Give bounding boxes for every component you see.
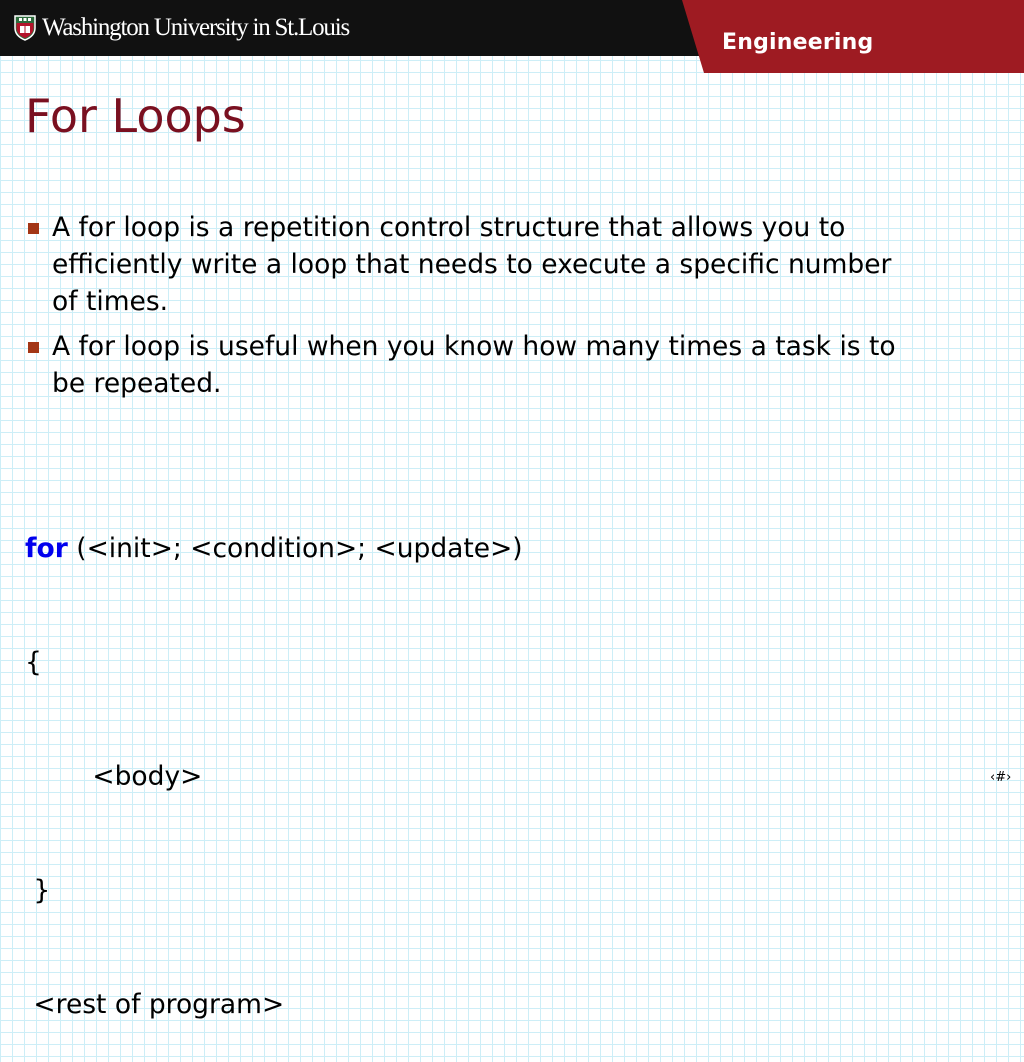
university-shield-icon xyxy=(14,15,36,41)
university-logo xyxy=(14,13,349,43)
bullet-item xyxy=(25,328,905,402)
page-number: ‹#› xyxy=(990,770,1012,785)
bullet-list xyxy=(25,209,905,410)
code-line-body: <body> xyxy=(25,761,203,792)
for-keyword: for xyxy=(25,533,68,564)
code-line-close-brace: } xyxy=(25,875,51,906)
university-name: Washington University in St.Louis xyxy=(42,14,349,41)
square-bullet-icon xyxy=(28,223,39,234)
slide-title: For Loops xyxy=(25,89,246,143)
code-line-for xyxy=(25,530,523,568)
code-line-rest: <rest of program> xyxy=(25,989,285,1020)
bullet-item xyxy=(25,209,905,320)
bullet-text: A for loop is a repetition control structure that allows you to efficiently write a loop that needs to execute a specific number of times. xyxy=(52,212,892,317)
bullet-text: A for loop is useful when you know how many times a task is to be repeated. xyxy=(52,331,896,399)
square-bullet-icon xyxy=(28,342,39,353)
code-example xyxy=(25,454,523,1062)
for-header: (<init>; <condition>; <update>) xyxy=(67,533,523,564)
code-line-open-brace: { xyxy=(25,647,42,678)
header-bar xyxy=(0,0,1024,56)
engineering-tab xyxy=(678,0,1024,73)
engineering-label: Engineering xyxy=(722,30,874,55)
